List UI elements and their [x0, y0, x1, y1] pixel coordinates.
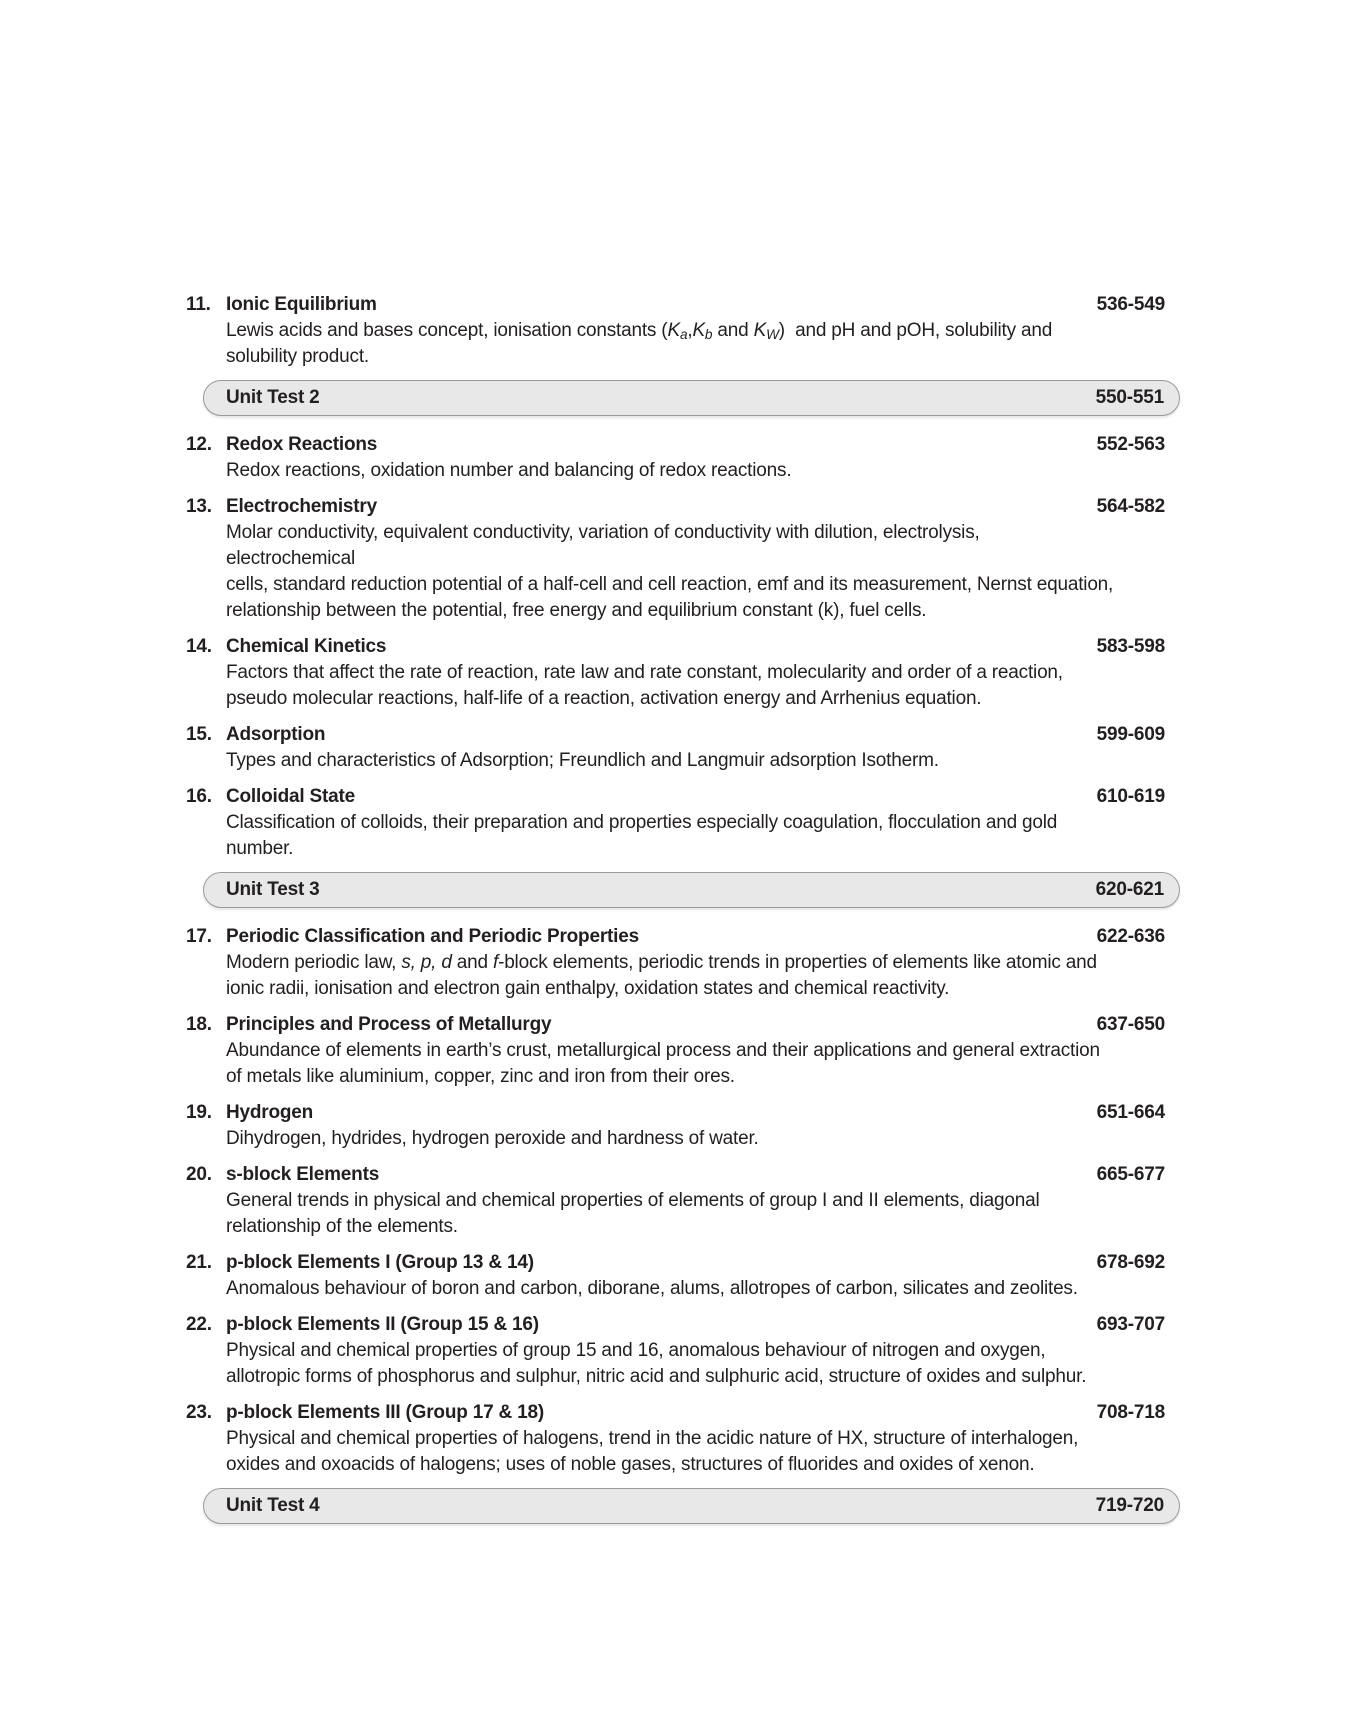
item-description-line: Physical and chemical properties of halogens, trend in the acidic nature of HX, structure of interhalogen, — [226, 1428, 1079, 1449]
item-number: 18. — [186, 1014, 212, 1035]
item-description-line: Dihydrogen, hydrides, hydrogen peroxide and hardness of water. — [226, 1128, 759, 1149]
toc-item — [186, 1100, 1165, 1152]
item-description — [226, 458, 1165, 484]
item-description — [226, 1276, 1165, 1302]
item-title: Principles and Process of Metallurgy — [226, 1014, 552, 1035]
item-description — [226, 950, 1165, 1002]
item-description-line: pseudo molecular reactions, half-life of a reaction, activation energy and Arrhenius equation. — [226, 688, 982, 709]
toc-item — [186, 494, 1165, 624]
item-description-line: allotropic forms of phosphorus and sulphur, nitric acid and sulphuric acid, structure of oxides and sulphur. — [226, 1366, 1087, 1387]
item-title: s-block Elements — [226, 1164, 380, 1185]
unit-test-row — [203, 380, 1180, 416]
item-number: 14. — [186, 636, 212, 657]
item-description — [226, 318, 1165, 370]
item-pages: 665-677 — [1096, 1164, 1165, 1185]
unit-test-pages: 620-621 — [1095, 879, 1164, 900]
item-pages: 610-619 — [1096, 786, 1165, 807]
item-description-line: cells, standard reduction potential of a half-cell and cell reaction, emf and its measurement, Nernst equation, — [226, 574, 1114, 595]
toc-item-row — [186, 924, 1165, 950]
item-description-line: Types and characteristics of Adsorption; Freundlich and Langmuir adsorption Isotherm. — [226, 750, 939, 771]
item-description-line: electrochemical — [226, 548, 355, 569]
toc-item-row — [186, 432, 1165, 458]
item-description-line: Abundance of elements in earth’s crust, metallurgical process and their applications and general extraction — [226, 1040, 1100, 1061]
toc-item — [186, 1400, 1165, 1478]
item-description-line: ionic radii, ionisation and electron gain enthalpy, oxidation states and chemical reactivity. — [226, 978, 950, 999]
item-pages: 693-707 — [1096, 1314, 1165, 1335]
toc-item — [186, 722, 1165, 774]
item-pages: 622-636 — [1096, 926, 1165, 947]
unit-test-row — [203, 1488, 1180, 1524]
item-description-line: General trends in physical and chemical properties of elements of group I and II elements, diagonal — [226, 1190, 1040, 1211]
item-description-line: Factors that affect the rate of reaction, rate law and rate constant, molecularity and order of a reaction, — [226, 662, 1063, 683]
unit-test-pages: 719-720 — [1095, 1495, 1164, 1516]
item-description — [226, 1038, 1165, 1090]
unit-test-title: Unit Test 4 — [226, 1495, 320, 1516]
item-description — [226, 748, 1165, 774]
item-description — [226, 1188, 1165, 1240]
item-description-line: relationship of the elements. — [226, 1216, 458, 1237]
item-description-line: Physical and chemical properties of group 15 and 16, anomalous behaviour of nitrogen and oxygen, — [226, 1340, 1046, 1361]
item-title: Chemical Kinetics — [226, 636, 387, 657]
item-description — [226, 520, 1165, 624]
unit-test-pages: 550-551 — [1095, 387, 1164, 408]
toc-item-row — [186, 1400, 1165, 1426]
item-description — [226, 1338, 1165, 1390]
toc-item-row — [186, 1250, 1165, 1276]
item-description-line: number. — [226, 838, 294, 859]
item-number: 19. — [186, 1102, 212, 1123]
item-number: 13. — [186, 496, 212, 517]
item-description-line: Redox reactions, oxidation number and balancing of redox reactions. — [226, 460, 792, 481]
toc-item-row — [186, 784, 1165, 810]
item-title: p-block Elements II (Group 15 & 16) — [226, 1314, 539, 1335]
item-description-line: oxides and oxoacids of halogens; uses of noble gases, structures of fluorides and oxides of xenon. — [226, 1454, 1035, 1475]
item-pages: 651-664 — [1096, 1102, 1165, 1123]
toc-item-row — [186, 1312, 1165, 1338]
item-number: 15. — [186, 724, 212, 745]
unit-test-row — [203, 872, 1180, 908]
item-description-line: solubility product. — [226, 346, 369, 367]
item-title: Ionic Equilibrium — [226, 294, 377, 315]
item-description-line: of metals like aluminium, copper, zinc and iron from their ores. — [226, 1066, 735, 1087]
item-number: 17. — [186, 926, 212, 947]
toc-item — [186, 1162, 1165, 1240]
item-title: Redox Reactions — [226, 434, 378, 455]
item-number: 16. — [186, 786, 212, 807]
item-pages: 564-582 — [1096, 496, 1165, 517]
toc-list — [186, 292, 1165, 1540]
item-description — [226, 810, 1165, 862]
item-description-line: Molar conductivity, equivalent conductivity, variation of conductivity with dilution, electrolysis, — [226, 522, 980, 543]
item-description-line: relationship between the potential, free energy and equilibrium constant (k), fuel cells. — [226, 600, 927, 621]
toc-item-row — [186, 1100, 1165, 1126]
toc-item — [186, 1012, 1165, 1090]
toc-item — [186, 1250, 1165, 1302]
item-number: 21. — [186, 1252, 212, 1273]
item-pages: 637-650 — [1096, 1014, 1165, 1035]
toc-item — [186, 1312, 1165, 1390]
item-title: p-block Elements I (Group 13 & 14) — [226, 1252, 534, 1273]
item-title: Hydrogen — [226, 1102, 314, 1123]
toc-item-row — [186, 494, 1165, 520]
unit-test-title: Unit Test 3 — [226, 879, 320, 900]
item-pages: 583-598 — [1096, 636, 1165, 657]
item-number: 11. — [186, 294, 211, 315]
item-number: 20. — [186, 1164, 212, 1185]
toc-item-row — [186, 292, 1165, 318]
toc-item — [186, 292, 1165, 370]
item-title: p-block Elements III (Group 17 & 18) — [226, 1402, 544, 1423]
item-number: 22. — [186, 1314, 212, 1335]
item-pages: 599-609 — [1096, 724, 1165, 745]
toc-item-row — [186, 1012, 1165, 1038]
toc-item-row — [186, 634, 1165, 660]
item-pages: 708-718 — [1096, 1402, 1165, 1423]
item-title: Periodic Classification and Periodic Properties — [226, 926, 639, 947]
item-description — [226, 1126, 1165, 1152]
unit-test-title: Unit Test 2 — [226, 387, 320, 408]
item-description-line: Lewis acids and bases concept, ionisation constants ($K_a,K_b$ and $K_W$) and pH and pOH, solubility and — [226, 320, 1053, 342]
item-description — [226, 660, 1165, 712]
item-title: Colloidal State — [226, 786, 355, 807]
toc-item-row — [186, 722, 1165, 748]
item-pages: 678-692 — [1096, 1252, 1165, 1273]
toc-item — [186, 432, 1165, 484]
toc-item — [186, 784, 1165, 862]
toc-item-row — [186, 1162, 1165, 1188]
toc-item — [186, 924, 1165, 1002]
item-description-line: Classification of colloids, their preparation and properties especially coagulation, flocculation and gold — [226, 812, 1058, 833]
item-pages: 552-563 — [1096, 434, 1165, 455]
item-description-line: Anomalous behaviour of boron and carbon, diborane, alums, allotropes of carbon, silicates and zeolites. — [226, 1278, 1078, 1299]
item-description-line: Modern periodic law, s, p, d and f-block elements, periodic trends in properties of elements like atomic and — [226, 952, 1097, 973]
item-description — [226, 1426, 1165, 1478]
item-pages: 536-549 — [1096, 294, 1165, 315]
toc-item — [186, 634, 1165, 712]
item-title: Electrochemistry — [226, 496, 377, 517]
item-title: Adsorption — [226, 724, 326, 745]
item-number: 23. — [186, 1402, 212, 1423]
item-number: 12. — [186, 434, 212, 455]
